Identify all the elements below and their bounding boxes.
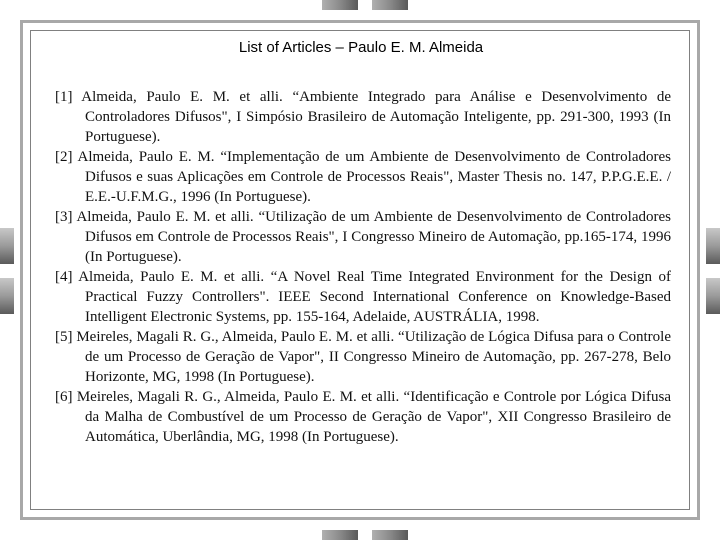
- top-decor-tab-2: [372, 0, 408, 10]
- reference-4: [4] Almeida, Paulo E. M. et alli. “A Novel Real Time Integrated Environment for the Design of Practical Fuzzy Controllers". IEEE Second International Conference on Knowledge-Based Intelligent Electronic Systems, pp. 155-164, Adelaide, AUSTRÁLIA, 1998.: [55, 269, 671, 325]
- right-decor-tab-2: [706, 278, 720, 314]
- top-decor-tab-1: [322, 0, 358, 10]
- page-title: List of Articles – Paulo E. M. Almeida: [238, 39, 484, 56]
- reference-6: [6] Meireles, Magali R. G., Almeida, Paulo E. M. et alli. “Identificação e Controle por Lógica Difusa da Malha de Combustível de um Processo de Geração de Vapor", XII Congresso Brasileiro de Automática, Uberlândia, MG, 1998 (In Portuguese).: [55, 389, 671, 445]
- left-decor-tab-2: [0, 278, 14, 314]
- left-decor-tab-1: [0, 228, 14, 264]
- right-decor-tab-1: [706, 228, 720, 264]
- slide-panel: [30, 30, 690, 510]
- reference-2: [2] Almeida, Paulo E. M. “Implementação de um Ambiente de Desenvolvimento de Controladores Difusos e suas Aplicações em Controle de Processos Reais", Master Thesis no. 147, P.P.G.E.E. / E.E.-U.F.M.G., 1996 (In Portuguese).: [55, 149, 671, 205]
- bottom-decor-tab-2: [372, 530, 408, 540]
- bottom-decor-tab-1: [322, 530, 358, 540]
- reference-1: [1] Almeida, Paulo E. M. et alli. “Ambiente Integrado para Análise e Desenvolvimento de Controladores Difusos", I Simpósio Brasileiro de Automação Inteligente, pp. 291-300, 1993 (In Portuguese).: [55, 89, 671, 145]
- reference-5: [5] Meireles, Magali R. G., Almeida, Paulo E. M. et alli. “Utilização de Lógica Difusa para o Controle de um Processo de Geração de Vapor", II Congresso Mineiro de Automação, pp. 267-278, Belo Horizonte, MG, 1998 (In Portuguese).: [55, 329, 671, 385]
- reference-3: [3] Almeida, Paulo E. M. et alli. “Utilização de um Ambiente de Desenvolvimento de Controladores Difusos em Controle de Processos Reais", I Congresso Mineiro de Automação, pp.165-174, 1996 (In Portuguese).: [55, 209, 671, 265]
- reference-list: [55, 87, 671, 447]
